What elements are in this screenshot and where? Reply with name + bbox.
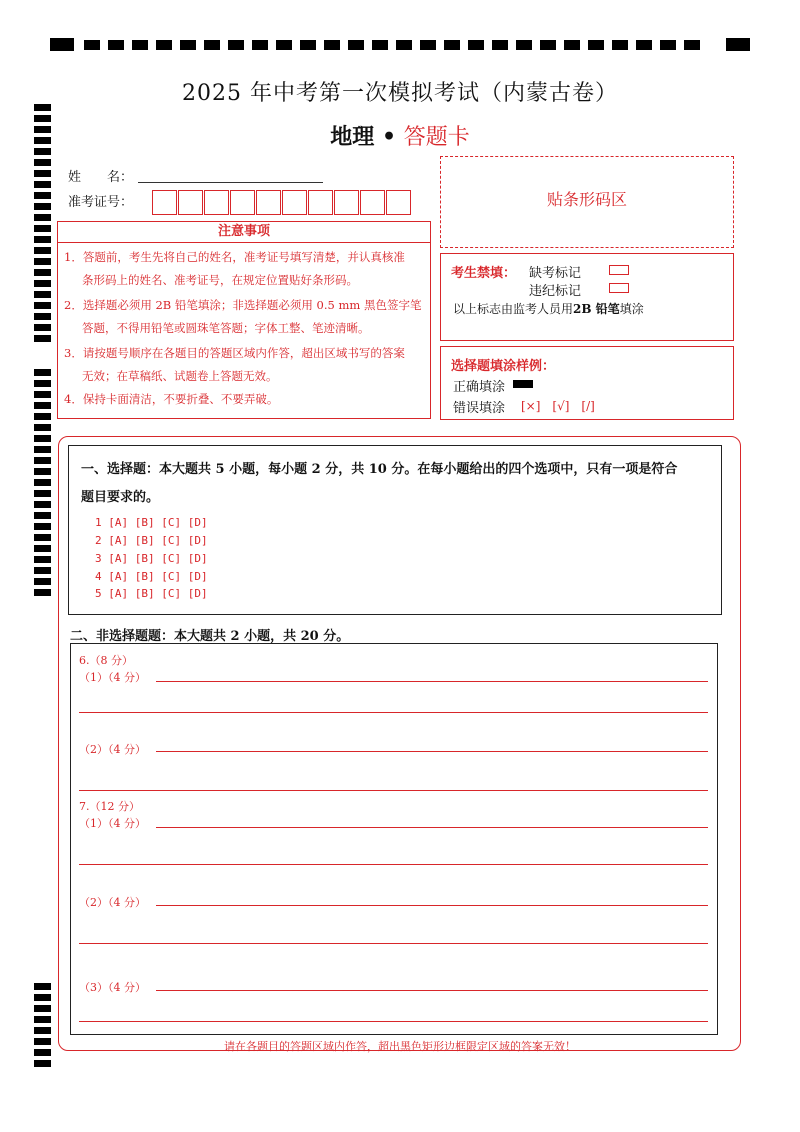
side-timing-marks-lower	[34, 983, 52, 1071]
timing-mark	[636, 40, 652, 50]
timing-mark	[34, 214, 51, 221]
timing-mark	[180, 40, 196, 50]
timing-mark	[34, 512, 51, 519]
timing-mark	[34, 258, 51, 265]
timing-mark	[34, 280, 51, 287]
id-box[interactable]	[360, 190, 385, 215]
choice-row-2[interactable]: 2 [A] [B] [C] [D]	[95, 534, 208, 547]
answer-line[interactable]	[156, 990, 708, 991]
timing-mark	[34, 1027, 51, 1034]
q6-part1-label: （1）（4 分）	[79, 671, 146, 684]
timing-mark	[564, 40, 580, 50]
timing-mark	[34, 302, 51, 309]
id-box[interactable]	[230, 190, 255, 215]
choice-heading-line2: 题目要求的。	[81, 490, 160, 505]
timing-mark	[34, 446, 51, 453]
absent-label: 缺考标记	[529, 266, 582, 281]
timing-mark	[324, 40, 340, 50]
answer-line[interactable]	[156, 827, 708, 828]
choice-row-3[interactable]: 3 [A] [B] [C] [D]	[95, 552, 208, 565]
card-label: 答题卡	[403, 125, 470, 150]
fill-sample-box	[440, 346, 734, 420]
timing-mark	[34, 1005, 51, 1012]
side-timing-marks-middle	[34, 369, 52, 600]
absent-mark-box[interactable]	[609, 265, 629, 275]
card-subtitle	[0, 120, 800, 151]
wrong-label: 错误填涂	[453, 401, 506, 416]
timing-mark	[300, 40, 316, 50]
barcode-area: 贴条形码区	[440, 156, 734, 248]
subject-name: 地理	[330, 124, 375, 150]
timing-mark	[34, 225, 51, 232]
notice-line: 4．保持卡面清洁，不要折叠、不要弄破。	[64, 392, 279, 406]
timing-mark	[34, 490, 51, 497]
id-box[interactable]	[334, 190, 359, 215]
choice-heading	[81, 456, 711, 512]
exam-id-boxes[interactable]	[152, 190, 412, 215]
timing-mark	[84, 40, 100, 50]
timing-mark	[34, 247, 51, 254]
ban-note	[453, 300, 644, 317]
notice-line: 条形码上的姓名、准考证号，在规定位置贴好条形码。	[82, 273, 358, 287]
timing-mark	[34, 324, 51, 331]
answer-line[interactable]	[156, 751, 708, 752]
timing-mark	[34, 994, 51, 1001]
timing-mark	[348, 40, 364, 50]
timing-mark	[34, 468, 51, 475]
id-box[interactable]	[178, 190, 203, 215]
timing-mark	[34, 236, 51, 243]
answer-line[interactable]	[156, 681, 708, 682]
ban-note-suffix: 填涂	[619, 302, 644, 316]
timing-mark	[108, 40, 124, 50]
timing-mark	[684, 40, 700, 50]
timing-mark	[34, 523, 51, 530]
timing-mark	[660, 40, 676, 50]
timing-mark	[228, 40, 244, 50]
timing-mark	[34, 192, 51, 199]
id-box[interactable]	[204, 190, 229, 215]
q7-label: 7.（12 分）	[79, 800, 140, 813]
answer-line[interactable]	[156, 905, 708, 906]
answer-line[interactable]	[79, 943, 708, 944]
answer-line[interactable]	[79, 1021, 708, 1022]
correct-fill-example	[513, 380, 533, 388]
exam-title: 2025 年中考第一次模拟考试（内蒙古卷）	[182, 81, 618, 106]
notice-line: 3．请按题号顺序在各题目的答题区域内作答，超出区域书写的答案	[64, 346, 405, 360]
q6-label: 6.（8 分）	[79, 654, 133, 667]
timing-mark	[468, 40, 484, 50]
timing-mark	[34, 1016, 51, 1023]
non-choice-heading: 二、非选择题题：本大题共 2 小题，共 20 分。	[70, 629, 350, 644]
timing-mark	[34, 578, 51, 585]
footer-warning: 请在各题目的答题区域内作答，超出黑色矩形边框限定区域的答案无效！	[224, 1040, 576, 1053]
timing-mark	[516, 40, 532, 50]
name-field[interactable]	[138, 181, 323, 183]
timing-mark	[34, 313, 51, 320]
timing-mark	[726, 38, 750, 51]
notice-box	[57, 221, 431, 419]
timing-mark	[276, 40, 292, 50]
id-box[interactable]	[386, 190, 411, 215]
timing-mark	[34, 545, 51, 552]
timing-mark	[540, 40, 556, 50]
timing-mark	[34, 391, 51, 398]
answer-line[interactable]	[79, 712, 708, 713]
timing-mark	[50, 38, 74, 51]
timing-mark	[156, 40, 172, 50]
timing-mark	[34, 1060, 51, 1067]
timing-mark	[34, 479, 51, 486]
violation-mark-box[interactable]	[609, 283, 629, 293]
timing-mark	[204, 40, 220, 50]
name-label: 姓 名：	[68, 170, 134, 185]
non-choice-answer-box	[70, 643, 718, 1035]
timing-mark	[372, 40, 388, 50]
answer-line[interactable]	[79, 790, 708, 791]
id-label: 准考证号：	[68, 195, 134, 210]
notice-line: 答题，不得用铅笔或圆珠笔答题；字体工整、笔迹清晰。	[82, 321, 370, 335]
id-box[interactable]	[282, 190, 307, 215]
timing-mark	[34, 983, 51, 990]
id-box[interactable]	[308, 190, 333, 215]
top-timing-marks	[50, 37, 750, 51]
violation-label: 违纪标记	[529, 284, 582, 299]
bullet: •	[381, 124, 397, 150]
choice-section	[68, 445, 722, 615]
choice-row-1[interactable]: 1 [A] [B] [C] [D]	[95, 516, 208, 529]
examinee-ban-box	[440, 253, 734, 341]
notice-line: 2．选择题必须用 2B 铅笔填涂；非选择题必须用 0.5 mm 黑色签字笔	[64, 298, 422, 312]
timing-mark	[492, 40, 508, 50]
timing-mark	[34, 291, 51, 298]
timing-mark	[420, 40, 436, 50]
timing-mark	[34, 159, 51, 166]
ban-note-bold: 2B 铅笔	[573, 302, 620, 316]
timing-mark	[34, 402, 51, 409]
timing-mark	[34, 556, 51, 563]
timing-mark	[34, 567, 51, 574]
timing-mark	[396, 40, 412, 50]
notice-line: 无效；在草稿纸、试题卷上答题无效。	[82, 369, 278, 383]
ban-note-prefix: 以上标志由监考人员用	[453, 302, 574, 316]
timing-mark	[34, 203, 51, 210]
timing-mark	[34, 413, 51, 420]
correct-label: 正确填涂	[453, 380, 506, 395]
timing-mark	[34, 589, 51, 596]
timing-mark	[132, 40, 148, 50]
timing-mark	[34, 369, 51, 376]
id-box[interactable]	[152, 190, 177, 215]
timing-mark	[34, 181, 51, 188]
sample-title: 选择题填涂样例：	[451, 359, 556, 374]
id-box[interactable]	[256, 190, 281, 215]
timing-mark	[612, 40, 628, 50]
choice-row-4[interactable]: 4 [A] [B] [C] [D]	[95, 570, 208, 583]
notice-line: 1．答题前，考生先将自己的姓名，准考证号填写清楚，并认真核准	[64, 250, 405, 264]
q6-part2-label: （2）（4 分）	[79, 743, 146, 756]
timing-mark	[588, 40, 604, 50]
timing-mark	[252, 40, 268, 50]
ban-title: 考生禁填：	[451, 266, 517, 281]
timing-mark	[34, 170, 51, 177]
timing-mark	[34, 380, 51, 387]
q7-part1-label: （1）（4 分）	[79, 817, 146, 830]
q7-part2-label: （2）（4 分）	[79, 896, 146, 909]
notice-title: 注意事项	[58, 222, 430, 243]
answer-line[interactable]	[79, 864, 708, 865]
wrong-fill-examples: [×] [√] [/]	[521, 399, 595, 413]
timing-mark	[34, 435, 51, 442]
timing-mark	[34, 424, 51, 431]
q7-part3-label: （3）（4 分）	[79, 981, 146, 994]
timing-mark	[34, 269, 51, 276]
choice-row-5[interactable]: 5 [A] [B] [C] [D]	[95, 587, 208, 600]
timing-mark	[34, 534, 51, 541]
timing-mark	[34, 501, 51, 508]
timing-mark	[444, 40, 460, 50]
choice-heading-line1: 一、选择题：本大题共 5 小题，每小题 2 分，共 10 分。在每小题给出的四个选项中，只有一项是符合	[81, 462, 678, 477]
timing-mark	[34, 457, 51, 464]
timing-mark	[34, 335, 51, 342]
